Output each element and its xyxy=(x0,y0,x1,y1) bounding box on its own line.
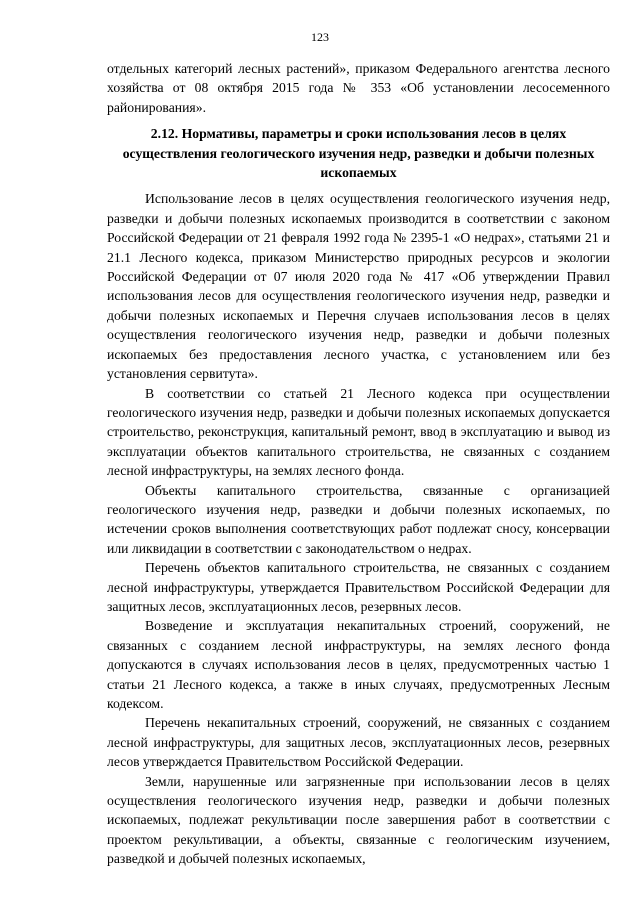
paragraph-4: Перечень объектов капитального строительства, не связанных с созданием лесной инфраструктуры, утверждается Правительством Российской Федерации для защитных лесов, эксплуатационных лесов, резервных лесов. xyxy=(107,560,610,614)
paragraph-5: Возведение и эксплуатация некапитальных строений, сооружений, не связанных с созданием лесной инфраструктуры, на землях лесного фонда допускаются в случаях использования лесов в целях, предусмотренных частью 1 статьи 21 Лесного кодекса, а также в иных случаях, предусмотренных Лесным кодексом. xyxy=(107,618,610,711)
paragraph-3: Объекты капитального строительства, связанные с организацией геологического изучения недр, разведки и добычи полезных ископаемых, по истечении сроков выполнения соответствующих работ подлежат сносу, консервации или ликвидации в соответствии с законодательством о недрах. xyxy=(107,482,610,556)
section-heading: 2.12. Нормативы, параметры и сроки использования лесов в целях осуществления геологического изучения недр, разведки и добычи полезных ископаемых xyxy=(122,126,595,181)
document-body xyxy=(107,59,610,869)
intro-paragraph: отдельных категорий лесных растений», приказом Федерального агентства лесного хозяйства от 08 октября 2015 года № 353 «Об установлении лесосеменного районирования». xyxy=(107,61,610,115)
page-number: 123 xyxy=(311,30,329,44)
paragraph-1: Использование лесов в целях осуществления геологического изучения недр, разведки и добычи полезных ископаемых производится в соответствии с законом Российской Федерации от 21 февраля 1992 года № 2395-1 «О недрах», статьями 21 и 21.1 Лесного кодекса, приказом Министерство природных ресурсов и экологии Российской Федерации от 07 июля 2020 года № 417 «Об утверждении Правил использования лесов для осуществления геологического изучения недр, разведки и добычи полезных ископаемых и Перечня случаев использования лесов в целях осуществления геологического изучения недр, разведки и добычи полезных ископаемых без предоставления лесного участка, с установлением или без установления сервитута». xyxy=(107,191,610,382)
paragraph-6: Перечень некапитальных строений, сооружений, не связанных с созданием лесной инфраструктуры, для защитных лесов, эксплуатационных лесов, резервных лесов утверждается Правительством Российской Федерации. xyxy=(107,715,610,770)
paragraph-7: Земли, нарушенные или загрязненные при использовании лесов в целях осуществления геологического изучения недр, разведки и добычи полезных ископаемых, подлежат рекультивации после завершения работ в соответствии с проектом рекультивации, а объекты, связанные с геологическим изучением, разведкой и добычей полезных ископаемых, xyxy=(107,773,610,867)
paragraph-2: В соответствии со статьей 21 Лесного кодекса при осуществлении геологического изучения недр, разведки и добычи полезных ископаемых допускается строительство, реконструкция, капитальный ремонт, ввод в эксплуатацию и вывод из эксплуатации объектов капитального строительства, не связанных с созданием лесной инфраструктуры, на землях лесного фонда. xyxy=(107,385,610,479)
